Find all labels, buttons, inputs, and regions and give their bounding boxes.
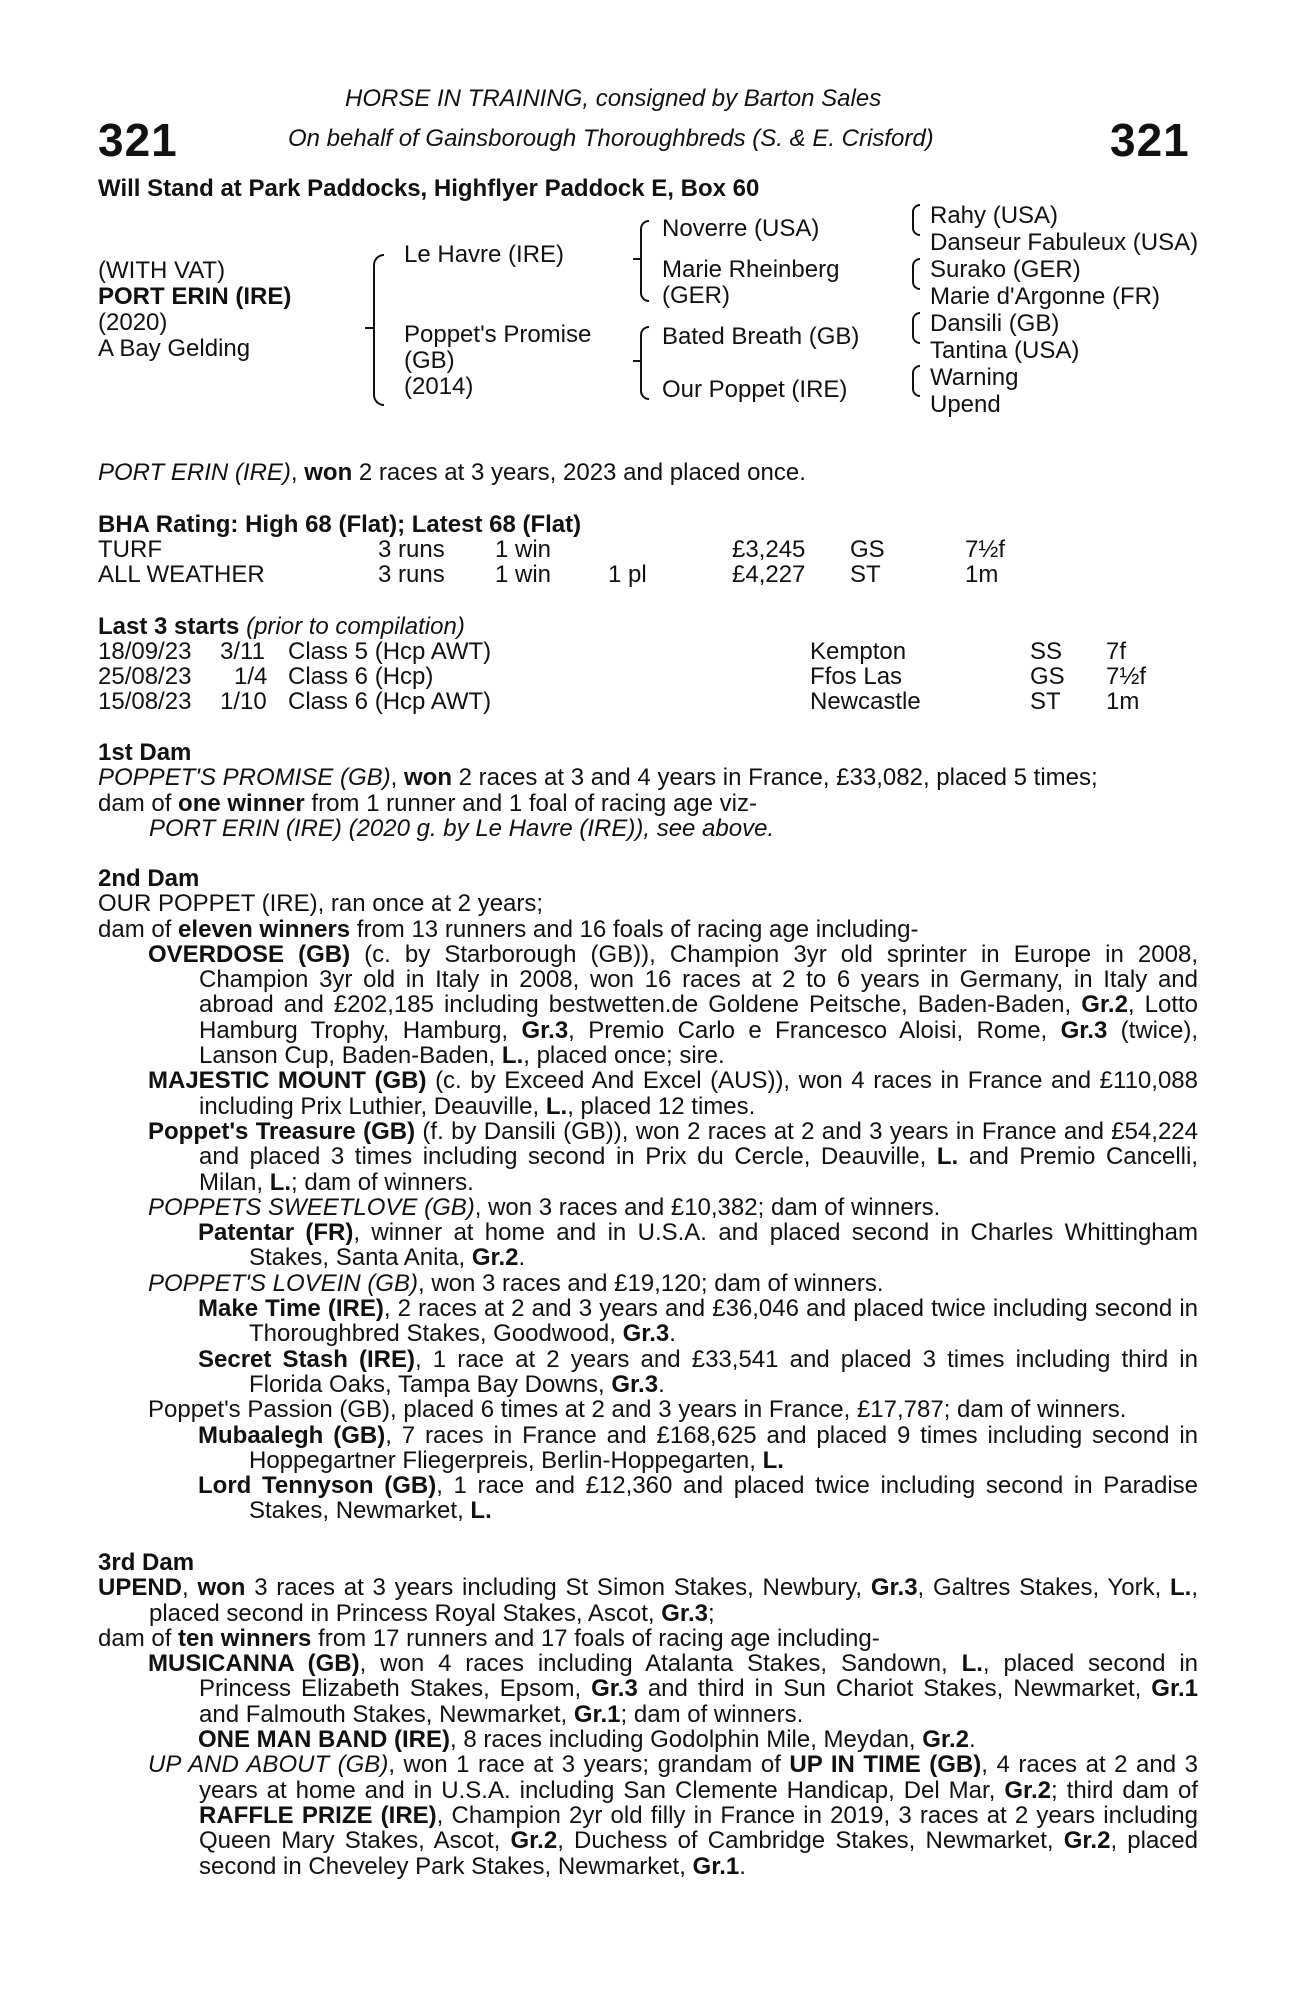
pedigree-sire-dam-country: (GER) [662,282,730,309]
stand-location: Will Stand at Park Paddocks, Highflyer Paddock E, Box 60 [98,175,760,202]
pedigree-sire-dam: Marie Rheinberg [662,256,840,283]
pedigree-sire: Le Havre (IRE) [404,241,565,268]
pedigree-brace-sire [640,220,649,302]
pedigree-dam-dam: Our Poppet (IRE) [662,376,848,403]
produce-up-and-about: UP AND ABOUT (GB), won 1 race at 3 years; grandam of UP IN TIME (GB), 4 races at 2 and 3 years at home and in U.S.A. including San Clemente Handicap, Del Mar, Gr.2; third dam of RAFFLE PRIZE (IRE), Champion 2yr old filly in France in 2019, 3 races at 2 years including Queen Mary Stakes, Ascot, Gr.2, Duchess of Cambridge Stakes, Newmarket, Gr.2, placed second in Cheveley Park Stakes, Newmarket, Gr.1. [148,1751,1198,1880]
produce-overdose: OVERDOSE (GB) (c. by Starborough (GB)), Champion 3yr old sprinter in Europe in 2008, Champion 3yr old in Italy in 2008, won 16 races at 2 to 6 years in Germany, in Italy and abroad and £202,185 including bestwetten.de Goldene Peitsche, Baden-Baden, Gr.2, Lotto Hamburg Trophy, Hamburg, Gr.3, Premio Carlo e Francesco Aloisi, Rome, Gr.3 (twice), Lanson Cup, Baden-Baden, L., placed once; sire. [148,940,1199,1070]
horse-year: (2020) [98,309,168,336]
produce-musicanna: MUSICANNA (GB), won 4 races including Atalanta Stakes, Sandown, L., placed second in Princess Elizabeth Stakes, Epsom, Gr.3 and third in Sun Chariot Stakes, Newmarket, Gr.1 and Falmouth Stakes, Newmarket, Gr.1; dam of winners. [148,1650,1198,1728]
produce-patentar: Patentar (FR), winner at home and in U.S.A. and placed second in Charles Whittingham Stakes, Santa Anita, Gr.2. [198,1219,1198,1272]
last-starts-title: Last 3 starts (prior to compilation) [98,613,465,640]
lot-number-left: 321 [98,114,178,166]
pedigree-gen4-6: Tantina (USA) [930,337,1080,364]
pedigree-sire-sire: Noverre (USA) [662,215,820,242]
pedigree-gen4-5: Dansili (GB) [930,310,1060,337]
first-dam-heading: 1st Dam [98,739,192,766]
produce-make-time: Make Time (IRE), 2 races at 2 and 3 years and £36,046 and placed twice including second in Thoroughbred Stakes, Goodwood, Gr.3. [198,1295,1198,1348]
rating-title: BHA Rating: High 68 (Flat); Latest 68 (Flat) [98,511,582,538]
pedigree-brace-gen1 [373,254,384,406]
produce-poppets-treasure: Poppet's Treasure (GB) (f. by Dansili (GB)), won 2 races at 2 and 3 years in France and £54,224 and placed 3 times including second in Prix du Cercle, Deauville, L. and Premio Cancelli, Milan, L.; dam of winners. [148,1117,1198,1196]
produce-poppets-sweetlove: POPPETS SWEETLOVE (GB), won 3 races and £10,382; dam of winners. [148,1193,941,1221]
horse-name: PORT ERIN (IRE) [98,283,292,310]
pedigree-gen4-7: Warning [930,364,1019,391]
pedigree-dam: Poppet's Promise [404,321,592,348]
upend-record: UPEND, won 3 races at 3 years including St Simon Stakes, Newbury, Gr.3, Galtres Stakes, York, L., placed second in Princess Royal Stakes, Ascot, Gr.3; [98,1574,1198,1627]
vendor-line: On behalf of Gainsborough Thoroughbreds (S. & E. Crisford) [288,125,934,152]
second-dam-section: 2nd Dam OUR POPPET (IRE), ran once at 2 years; dam of eleven winners from 13 runners and 16 foals of racing age including- OVERDOSE (GB) (c. by Starborough (GB)), Champion 3yr old sprinter in Europe in 2008, Champion 3yr old in Italy in 2008, won 16 races at 2 to 6 years in Germany, in Italy and abroad and £202,185 including bestwetten.de Goldene Peitsche, Baden-Baden, Gr.2, Lotto Hamburg Trophy, Hamburg, Gr.3, Premio Carlo e Francesco Aloisi, Rome, Gr.3 (twice), Lanson Cup, Baden-Baden, L., placed once; sire. MAJESTIC MOUNT (GB) (c. by Exceed And Excel (AUS)), won 4 races in France and £110,088 including Prix Luthier, Deauville, L., placed 12 times. Poppet's Treasure (GB) (f. by Dansili (GB)), won 2 races at 2 and 3 years in France and £54,224 and placed 3 times including second in Prix du Cercle, Deauville, L. and Premio Cancelli, Milan, L.; dam of winners. POPPETS SWEETLOVE (GB), won 3 races and £10,382; dam of winners. Patentar (FR), winner at home and in U.S.A. and placed second in Charles Whittingham Stakes, Santa Anita, Gr.2. POPPET'S LOVEIN (GB), won 3 races and £19,120; dam of winners. Make Time (IRE), 2 races at 2 and 3 years and £36,046 and placed twice including second in Thoroughbred Stakes, Goodwood, Gr.3. Secret Stash (IRE), 1 race at 2 years and £33,541 and placed 3 times including third in Florida Oaks, Tampa Bay Downs, Gr.3. Poppet's Passion (GB), placed 6 times at 2 and 3 years in France, £17,787; dam of winners. Mubaalegh (GB), 7 races in France and £168,625 and placed 9 times including second in Hoppegartner Fliegerpreis, Berlin-Hoppegarten, L. Lord Tennyson (GB), 1 race and £12,360 and placed twice including second in Paradise Stakes, Newmarket, L. [98,865,1199,1525]
produce-mubaalegh: Mubaalegh (GB), 7 races in France and £168,625 and placed 9 times including second in Hoppegartner Fliegerpreis, Berlin-Hoppegarten, L. [198,1421,1198,1474]
pedigree-brace-dam [640,326,649,400]
pedigree-gen4-2: Danseur Fabuleux (USA) [930,229,1199,256]
lot-number-right: 321 [1110,114,1190,166]
produce-secret-stash: Secret Stash (IRE), 1 race at 2 years and £33,541 and placed 3 times including third in Florida Oaks, Tampa Bay Downs, Gr.3. [198,1345,1198,1398]
produce-poppets-lovein: POPPET'S LOVEIN (GB), won 3 races and £19,120; dam of winners. [148,1269,884,1297]
first-dam-section: 1st Dam POPPET'S PROMISE (GB), won 2 races at 3 and 4 years in France, £33,082, placed 5 times; dam of one winner from 1 runner and 1 foal of racing age viz- PORT ERIN (IRE) (2020 g. by Le Havre (IRE)), see above. [98,740,1198,841]
pedigree-dam-year: (2014) [404,373,474,400]
third-dam-section: 3rd Dam UPEND, won 3 races at 3 years including St Simon Stakes, Newbury, Gr.3, Galtres Stakes, York, L., placed second in Princess Royal Stakes, Ascot, Gr.3; dam of ten winners from 17 runners and 17 foals of racing age including- MUSICANNA (GB), won 4 races including Atalanta Stakes, Sandown, L., placed second in Princess Elizabeth Stakes, Epsom, Gr.3 and third in Sun Chariot Stakes, Newmarket, Gr.1 and Falmouth Stakes, Newmarket, Gr.1; dam of winners. ONE MAN BAND (IRE), 8 races including Godolphin Mile, Meydan, Gr.2. UP AND ABOUT (GB), won 1 race at 3 years; grandam of UP IN TIME (GB), 4 races at 2 and 3 years at home and in U.S.A. including San Clemente Handicap, Del Mar, Gr.2; third dam of RAFFLE PRIZE (IRE), Champion 2yr old filly in France in 2019, 3 races at 2 years including Queen Mary Stakes, Ascot, Gr.2, Duchess of Cambridge Stakes, Newmarket, Gr.2, placed second in Cheveley Park Stakes, Newmarket, Gr.1. [98,1549,1198,1880]
pedigree-gen4-8: Upend [930,391,1001,418]
pedigree-gen4-1: Rahy (USA) [930,202,1059,229]
produce-lord-tennyson: Lord Tennyson (GB), 1 race and £12,360 and placed twice including second in Paradise Stakes, Newmarket, L. [198,1472,1198,1525]
pedigree-gen4-4: Marie d'Argonne (FR) [930,283,1160,310]
produce-majestic-mount: MAJESTIC MOUNT (GB) (c. by Exceed And Excel (AUS)), won 4 races in France and £110,088 including Prix Luthier, Deauville, L., placed 12 times. [148,1067,1198,1120]
horse-description: A Bay Gelding [98,335,251,362]
vat-status: (WITH VAT) [98,257,226,284]
consignor-line: HORSE IN TRAINING, consigned by Barton Sales [345,85,882,112]
third-dam-heading: 3rd Dam [98,1549,195,1576]
produce-poppets-passion: Poppet's Passion (GB), placed 6 times at 2 and 3 years in France, £17,787; dam of winners. [148,1396,1127,1424]
produce-one-man-band: ONE MAN BAND (IRE), 8 races including Godolphin Mile, Meydan, Gr.2. [198,1726,976,1754]
pedigree-gen4-3: Surako (GER) [930,256,1081,283]
pedigree-dam-country: (GB) [404,347,455,374]
race-summary: PORT ERIN (IRE), won 2 races at 3 years, 2023 and placed once. [98,459,806,486]
pedigree-dam-sire: Bated Breath (GB) [662,323,860,350]
second-dam-heading: 2nd Dam [98,865,200,892]
